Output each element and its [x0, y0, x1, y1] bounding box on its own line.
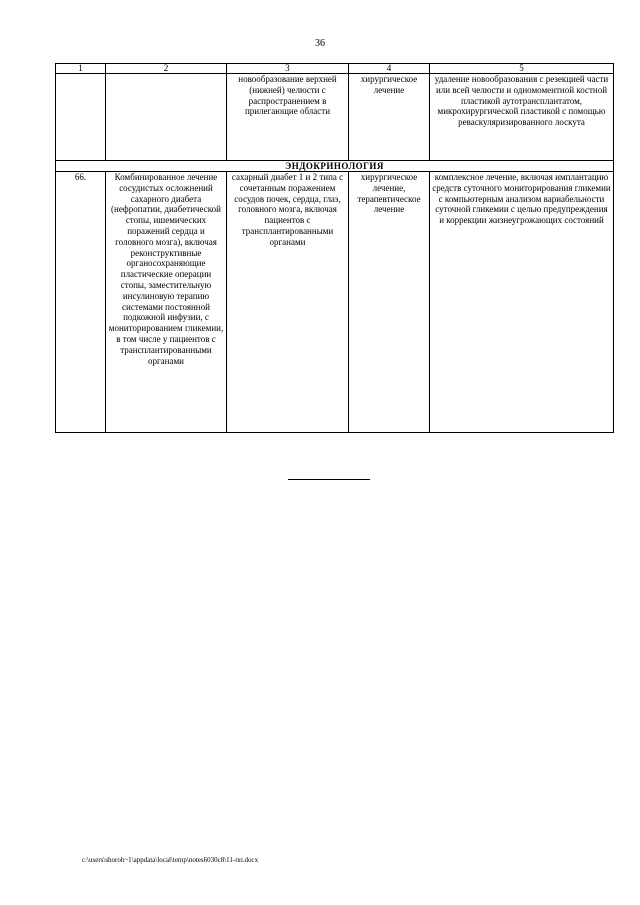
section-row — [56, 161, 614, 172]
table-header-row — [56, 64, 614, 74]
treatment-type-cell: хирургическое лечение, терапевтическое лечение — [349, 172, 430, 433]
section-title: ЭНДОКРИНОЛОГИЯ — [56, 161, 614, 172]
row-number-cell: 66. — [56, 172, 106, 433]
care-type-cell: Комбинированное лечение сосудистых осложнений сахарного диабета (нефропатии, диабетической стопы, ишемических поражений сердца и головного мозга), включая реконструктивные органосохраняющие пластические операции стопы, заместительную инсулиновую терапию системами постоянной подкожной инфузии, с мониторированием гликемии, в том числе у пациентов с трансплантированными органами — [106, 172, 227, 433]
table-row — [56, 172, 614, 433]
end-of-section-divider — [288, 479, 370, 480]
header-cell-4: 4 — [349, 64, 430, 74]
row-number-cell — [56, 74, 106, 161]
diagnosis-cell: сахарный диабет 1 и 2 типа с сочетанным поражением сосудов почек, сердца, глаз, головного мозга, включая пациентов с трансплантированными органами — [227, 172, 349, 433]
table-row — [56, 74, 614, 161]
page-number: 36 — [315, 38, 325, 49]
header-cell-2: 2 — [106, 64, 227, 74]
header-cell-3: 3 — [227, 64, 349, 74]
diagnosis-cell: новообразование верхней (нижней) челюсти с распространением в прилегающие области — [227, 74, 349, 161]
treatment-method-cell: удаление новообразования с резекцией части или всей челюсти и одномоментной костной пластикой аутотрансплантатом, микрохирургической пластикой с помощью реваскуляризированного лоскута — [430, 74, 614, 161]
treatment-type-cell: хирургическое лечение — [349, 74, 430, 161]
medical-care-table — [55, 63, 614, 433]
header-cell-5: 5 — [430, 64, 614, 74]
header-cell-1: 1 — [56, 64, 106, 74]
footer-file-path: c:\users\shoroh~1\appdata\local\temp\notes6030c8\11-пп.docx — [82, 856, 259, 864]
treatment-method-cell: комплексное лечение, включая имплантацию средств суточного мониторирования гликемии с компьютерным анализом вариабельности суточной гликемии с целью предупреждения и коррекции жизнеугрожающих состояний — [430, 172, 614, 433]
care-type-cell — [106, 74, 227, 161]
